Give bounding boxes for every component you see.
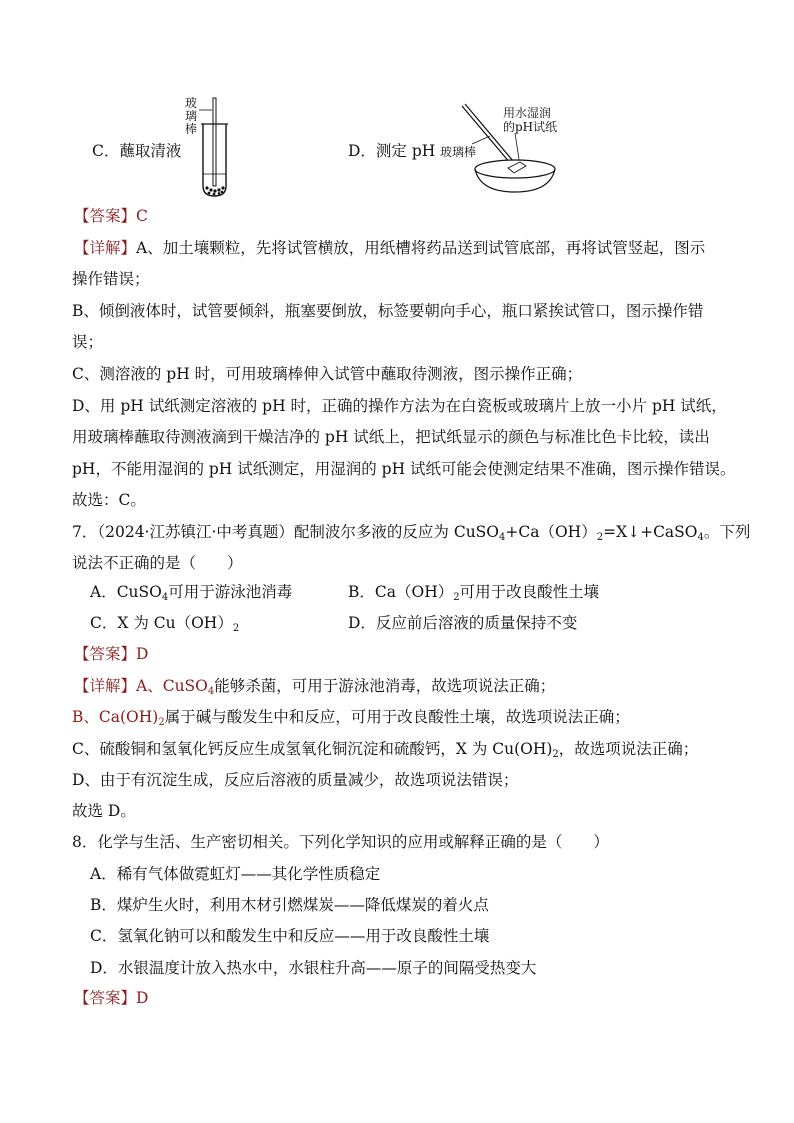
figure-c-rod-label: 玻 璃 棒	[185, 96, 198, 136]
figure-d-rod-label: 玻璃棒	[440, 145, 477, 159]
q8-option-c: C．氢氧化钠可以和酸发生中和反应——用于改良酸性土壤	[90, 927, 490, 945]
q7-stem-cont: 说法不正确的是（ ）	[72, 554, 243, 572]
q6-detail-a: 【详解】A、加土壤颗粒，先将试管横放，用纸槽将药品送到试管底部，再将试管竖起，图示	[74, 239, 706, 257]
figure-c-label: C．蘸取清液	[92, 142, 182, 160]
q8-option-b: B．煤炉生火时，利用木材引燃煤炭——降低煤炭的着火点	[90, 896, 489, 914]
q7-option-a: A．CuSO$_4$可用于游泳池消毒	[90, 583, 293, 603]
rod-pointer-line	[472, 136, 490, 144]
q6-conclusion: 故选：C。	[72, 491, 146, 509]
q7-stem: 7．（2024·江苏镇江·中考真题）配制波尔多液的反应为 $CuSO_4+Ca(OH)_2=X↓+CaSO_4$。下列	[72, 523, 751, 543]
q6-detail-d: D、用 pH 试纸测定溶液的 pH 时，正确的操作方法为在白瓷板或玻璃片上放一小片 pH 试纸，	[72, 397, 727, 415]
q6-detail-d-cont1: 用玻璃棒蘸取待测液滴到干燥洁净的 pH 试纸上，把试纸显示的颜色与标准比色卡比较，读出	[72, 428, 710, 446]
q7-detail-b: B、$Ca(OH)_2$属于碱与酸发生中和反应，可用于改良酸性土壤，故选项说法正确；	[72, 708, 630, 728]
q8-answer: 【答案】D	[74, 989, 149, 1007]
q7-conclusion: 故选 D。	[72, 802, 136, 820]
test-tube-figure	[198, 96, 238, 200]
q7-options-row2	[90, 613, 730, 633]
q6-detail-b-cont: 误；	[72, 333, 104, 351]
q6-detail-b: B、倾倒液体时，试管要倾斜，瓶塞要倒放，标签要朝向手心，瓶口紧挨试管口，图示操作错	[72, 302, 704, 320]
figure-d-label: D．测定 pH	[348, 142, 436, 160]
q6-detail-a-cont: 操作错误；	[72, 270, 150, 288]
q7-option-b: B．$Ca(OH)_2$可用于改良酸性土壤	[348, 583, 600, 603]
q6-detail-d-cont2: pH，不能用湿润的 pH 试纸测定，用湿润的 pH 试纸可能会使测定结果不准确，图示操作错误。	[72, 460, 736, 478]
q7-detail-a: 【详解】A、CuSO$_4$能够杀菌，可用于游泳池消毒，故选项说法正确；	[74, 677, 556, 697]
q7-options-row1	[90, 582, 730, 602]
q7-option-c: C．X 为 $Cu(OH)_2$	[90, 614, 240, 634]
q7-option-d: D．反应前后溶液的质量保持不变	[348, 614, 578, 632]
glass-rod	[213, 98, 216, 186]
q6-answer: 【答案】C	[74, 207, 148, 225]
q8-option-a: A．稀有气体做霓虹灯——其化学性质稳定	[90, 865, 381, 883]
q7-detail-c: C、硫酸铜和氢氧化钙反应生成氢氧化铜沉淀和硫酸钙，X 为 $Cu(OH)_2$，故选项说法正确；	[72, 740, 699, 760]
figure-d-paper-label-2: 的pH试纸	[503, 120, 558, 134]
q6-detail-c: C、测溶液的 pH 时，可用玻璃棒伸入试管中蘸取待测液，图示操作正确；	[72, 365, 583, 383]
figure-d-paper-label-1: 用水湿润	[503, 106, 552, 120]
q7-answer: 【答案】D	[74, 645, 149, 663]
q8-option-d: D．水银温度计放入热水中，水银柱升高——原子的间隔受热变大	[90, 959, 537, 977]
q8-stem: 8．化学与生活、生产密切相关。下列化学知识的应用或解释正确的是（ ）	[72, 833, 609, 851]
q7-detail-d: D、由于有沉淀生成，反应后溶液的质量减少，故选项说法错误；	[72, 771, 519, 789]
ph-dish-figure	[440, 96, 570, 196]
